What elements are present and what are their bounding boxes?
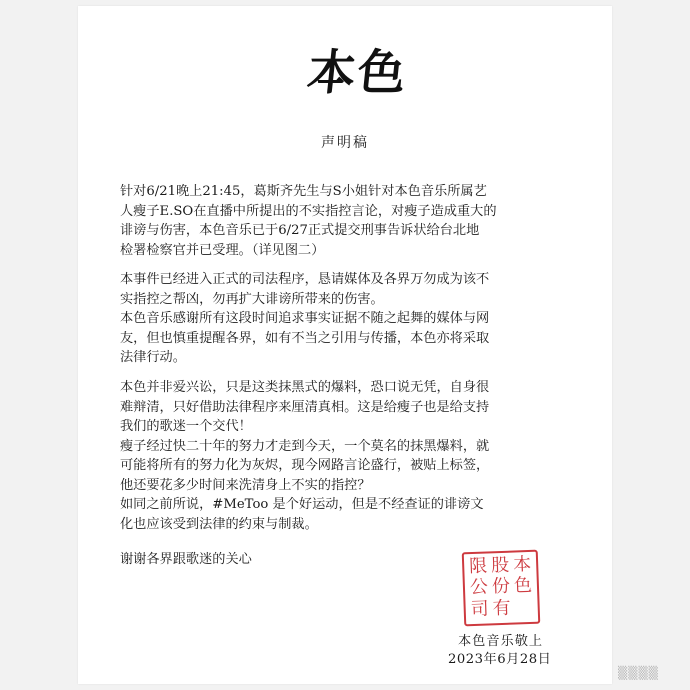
paragraph-line: 如同之前所说，#MeToo 是个好运动，但是不经查证的诽谤文	[120, 497, 484, 512]
seal-char: 限	[468, 555, 488, 578]
seal-char: 色	[513, 575, 533, 597]
paragraph-line: 针对6/21晚上21:45，葛斯齐先生与S小姐针对本色音乐所属艺	[120, 184, 487, 199]
paragraph-line: 难辩清，只好借助法律程序来厘清真相。这是给瘦子也是给支持	[120, 399, 490, 415]
paragraph-3	[120, 309, 580, 368]
seal-char	[512, 597, 535, 619]
paragraph-line: 实指控之帮凶，勿再扩大诽谤所带来的伤害。	[120, 291, 384, 307]
signature-company: 本色音乐敬上	[458, 634, 544, 649]
seal-char: 公	[469, 576, 489, 599]
paragraph-line: 本事件已经进入正式的司法程序，恳请媒体及各界万勿成为该不	[120, 272, 490, 287]
document-title: 声明稿	[321, 135, 369, 151]
paragraph-line: 检署检察官并已受理。（详见图二）	[120, 242, 325, 258]
paragraph-line: 他还要花多少时间来洗清身上不实的指控？	[120, 477, 371, 493]
paragraph-2	[120, 270, 580, 309]
seal-char: 司	[470, 598, 490, 620]
paragraph-line: 化也应该受到法律的约束与制裁。	[120, 516, 318, 532]
paragraph-line: 我们的歌迷一个交代！	[120, 419, 252, 434]
company-logo: 本色	[304, 45, 411, 101]
paragraph-1	[120, 182, 580, 260]
closing-text: 谢谢各界跟歌迷的关心	[120, 552, 252, 567]
paragraph-line: 诽谤与伤害，本色音乐已于6/27正式提交刑事告诉状给台北地	[120, 223, 480, 238]
seal-char: 股	[490, 554, 510, 577]
paragraph-line: 法律行动。	[120, 350, 186, 365]
seal-char: 有	[492, 597, 512, 619]
seal-char: 本	[512, 553, 532, 576]
seal-char: 份	[491, 576, 511, 598]
paragraph-line: 人瘦子E.SO在直播中所提出的不实指控言论，对瘦子造成重大的	[120, 203, 497, 219]
paragraph-line: 可能将所有的努力化为灰烬，现今网路言论盛行，被贴上标签，	[120, 458, 490, 473]
company-seal-stamp	[462, 550, 541, 627]
paragraph-line: 瘦子经过快二十年的努力才走到今天，一个莫名的抹黑爆料，就	[120, 438, 490, 454]
paragraph-4	[120, 378, 580, 534]
paragraph-line: 本色并非爱兴讼，只是这类抹黑式的爆料，恐口说无凭，自身很	[120, 380, 490, 395]
paragraph-line: 友，但也慎重提醒各界，如有不当之引用与传播，本色亦将采取	[120, 330, 490, 346]
signature-date: 2023年6月28日	[448, 652, 552, 667]
statement-document	[78, 6, 612, 684]
watermark: ▒▒▒▒	[618, 666, 659, 680]
paragraph-line: 本色音乐感谢所有这段时间追求事实证据不随之起舞的媒体与网	[120, 311, 490, 326]
